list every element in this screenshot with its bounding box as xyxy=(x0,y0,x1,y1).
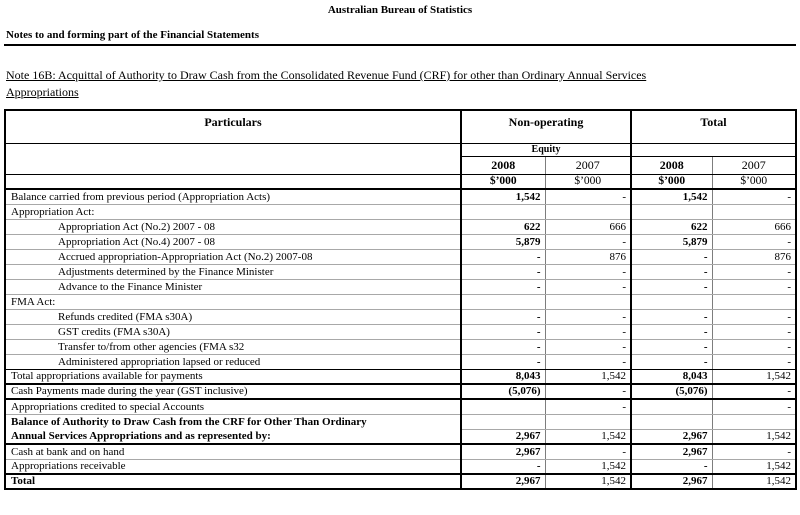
cell-2007-nonop: - xyxy=(545,189,631,204)
cell-2008-total: (5,076) xyxy=(631,384,712,399)
cell-2007-total: 1,542 xyxy=(712,429,796,444)
cell-2007-nonop xyxy=(545,204,631,219)
cell-2007-total: 666 xyxy=(712,219,796,234)
cell-2008-total: 2,967 xyxy=(631,444,712,459)
cell-2007-total: 1,542 xyxy=(712,369,796,384)
cell-2007-nonop: - xyxy=(545,234,631,249)
cell-2007-total: 1,542 xyxy=(712,459,796,474)
cell-2008-total: - xyxy=(631,279,712,294)
row-label: Cash Payments made during the year (GST inclusive) xyxy=(5,384,461,399)
row-label: Appropriations credited to special Accounts xyxy=(5,399,461,414)
cell-2008-total: 5,879 xyxy=(631,234,712,249)
table-row xyxy=(5,189,796,204)
row-label: Balance carried from previous period (Appropriation Acts) xyxy=(5,189,461,204)
cell-2007-nonop: 1,542 xyxy=(545,369,631,384)
cell-2007-nonop: - xyxy=(545,279,631,294)
cell-2008-nonop xyxy=(461,294,545,309)
table-row xyxy=(5,414,796,429)
row-label: GST credits (FMA s30A) xyxy=(5,324,461,339)
cell-2008-total: - xyxy=(631,249,712,264)
cell-2008-nonop: - xyxy=(461,354,545,369)
cell-2008-nonop: - xyxy=(461,324,545,339)
cell-2008-nonop: - xyxy=(461,339,545,354)
cell-2008-nonop: - xyxy=(461,309,545,324)
row-label: Annual Services Appropriations and as represented by: xyxy=(5,429,461,444)
row-label: FMA Act: xyxy=(5,294,461,309)
cell-2007-nonop: 876 xyxy=(545,249,631,264)
table-row xyxy=(5,249,796,264)
cell-2008-nonop xyxy=(461,414,545,429)
cell-2007-total xyxy=(712,414,796,429)
col-subheader-equity: Equity xyxy=(461,143,631,156)
cell-2008-nonop xyxy=(461,204,545,219)
table-row xyxy=(5,309,796,324)
cell-2007-nonop: 1,542 xyxy=(545,459,631,474)
col-header-units-2007-total: $’000 xyxy=(712,174,796,189)
col-header-total: Total xyxy=(631,110,796,143)
cell-2007-total xyxy=(712,294,796,309)
cell-2007-total: - xyxy=(712,384,796,399)
cell-2007-total: - xyxy=(712,264,796,279)
table-row xyxy=(5,369,796,384)
cell-2008-total: 622 xyxy=(631,219,712,234)
cell-2008-nonop: 2,967 xyxy=(461,474,545,489)
cell-2008-total: 1,542 xyxy=(631,189,712,204)
cell-2007-total: - xyxy=(712,399,796,414)
table-row xyxy=(5,399,796,414)
cell-2008-nonop: 5,879 xyxy=(461,234,545,249)
table-row xyxy=(5,264,796,279)
cell-2007-total: - xyxy=(712,189,796,204)
row-label: Administered appropriation lapsed or reduced xyxy=(5,354,461,369)
table-row xyxy=(5,204,796,219)
table-row xyxy=(5,294,796,309)
row-label: Accrued appropriation-Appropriation Act (No.2) 2007-08 xyxy=(5,249,461,264)
cell-2008-total: - xyxy=(631,354,712,369)
cell-2007-total: - xyxy=(712,309,796,324)
cell-2007-total: - xyxy=(712,234,796,249)
cell-2007-nonop: - xyxy=(545,264,631,279)
table-row xyxy=(5,474,796,489)
row-label: Total appropriations available for payments xyxy=(5,369,461,384)
row-label: Balance of Authority to Draw Cash from the CRF for Other Than Ordinary xyxy=(5,414,461,429)
table-header xyxy=(5,110,796,189)
cell-2008-total: - xyxy=(631,309,712,324)
table-row xyxy=(5,459,796,474)
cell-2008-total: - xyxy=(631,339,712,354)
cell-2007-total: 876 xyxy=(712,249,796,264)
cell-2008-nonop: - xyxy=(461,264,545,279)
acquittal-table xyxy=(4,109,797,490)
note-title xyxy=(4,67,796,101)
col-header-units-2008-nonop: $’000 xyxy=(461,174,545,189)
cell-2008-nonop: 622 xyxy=(461,219,545,234)
cell-2007-total: - xyxy=(712,324,796,339)
cell-2007-nonop: 1,542 xyxy=(545,429,631,444)
cell-2008-total xyxy=(631,294,712,309)
cell-2007-nonop xyxy=(545,414,631,429)
cell-2007-total: - xyxy=(712,279,796,294)
cell-2007-nonop: - xyxy=(545,444,631,459)
row-label: Advance to the Finance Minister xyxy=(5,279,461,294)
col-header-year-2008-total: 2008 xyxy=(631,156,712,174)
cell-2007-nonop: - xyxy=(545,324,631,339)
header-row-units xyxy=(5,174,796,189)
cell-2008-total: - xyxy=(631,324,712,339)
row-label: Transfer to/from other agencies (FMA s32 xyxy=(5,339,461,354)
cell-2007-nonop: - xyxy=(545,354,631,369)
row-label: Appropriation Act: xyxy=(5,204,461,219)
col-header-particulars: Particulars xyxy=(5,110,461,143)
table-body xyxy=(5,189,796,489)
cell-2007-total: - xyxy=(712,339,796,354)
table-row xyxy=(5,384,796,399)
table-row xyxy=(5,444,796,459)
note-title-line2: Appropriations xyxy=(6,85,79,99)
row-label: Total xyxy=(5,474,461,489)
table-row xyxy=(5,324,796,339)
row-label: Appropriation Act (No.4) 2007 - 08 xyxy=(5,234,461,249)
table-row xyxy=(5,279,796,294)
cell-2007-total: 1,542 xyxy=(766,475,792,487)
cell-2008-total: 2,967 xyxy=(631,429,712,444)
cell-2008-total: 2,967 xyxy=(631,474,712,489)
col-header-non-operating: Non-operating xyxy=(461,110,631,143)
header-row-equity xyxy=(5,143,796,156)
table-row xyxy=(5,339,796,354)
org-title: Australian Bureau of Statistics xyxy=(327,4,473,16)
table-row xyxy=(5,354,796,369)
cell-2007-nonop: 666 xyxy=(545,219,631,234)
header-spacer-cell xyxy=(5,143,461,174)
table-row xyxy=(5,429,796,444)
row-label: Appropriations receivable xyxy=(5,459,461,474)
cell-2007-nonop xyxy=(545,294,631,309)
cell-2007-nonop: 1,542 xyxy=(545,474,631,489)
cell-2007-nonop: - xyxy=(545,309,631,324)
cell-2007-total: - xyxy=(712,444,796,459)
cell-2008-nonop: - xyxy=(461,279,545,294)
row-label: Adjustments determined by the Finance Minister xyxy=(5,264,461,279)
row-label: Cash at bank and on hand xyxy=(5,444,461,459)
cell-2008-total xyxy=(631,204,712,219)
col-header-year-2008-nonop: 2008 xyxy=(461,156,545,174)
cell-2008-nonop xyxy=(461,399,545,414)
cell-2008-total: - xyxy=(631,264,712,279)
col-header-units-2008-total: $’000 xyxy=(631,174,712,189)
cell-2008-total: - xyxy=(631,459,712,474)
col-header-units-2007-nonop: $’000 xyxy=(545,174,631,189)
cell-2008-nonop: 2,967 xyxy=(461,444,545,459)
header-row-groups xyxy=(5,110,796,143)
cell-2008-total xyxy=(631,414,712,429)
cell-2007-nonop: - xyxy=(545,399,631,414)
header-blank-cell xyxy=(631,143,796,156)
row-label: Appropriation Act (No.2) 2007 - 08 xyxy=(5,219,461,234)
cell-2008-nonop: - xyxy=(461,249,545,264)
cell-2007-total xyxy=(712,204,796,219)
cell-2008-total xyxy=(631,399,712,414)
header-spacer-cell xyxy=(5,174,461,189)
cell-2007-nonop: - xyxy=(545,384,631,399)
table-row xyxy=(5,219,796,234)
cell-2008-total: 8,043 xyxy=(631,369,712,384)
note-title-line1: Note 16B: Acquittal of Authority to Draw Cash from the Consolidated Revenue Fund (CRF) for other than Ordinary Annual Services xyxy=(6,68,647,82)
cell-2008-nonop: (5,076) xyxy=(461,384,545,399)
cell-2007-total: - xyxy=(712,354,796,369)
cell-2007-nonop: - xyxy=(545,339,631,354)
col-header-year-2007-nonop: 2007 xyxy=(545,156,631,174)
cell-2008-nonop: - xyxy=(461,459,545,474)
cell-2008-nonop: 8,043 xyxy=(461,369,545,384)
cell-2008-nonop: 1,542 xyxy=(461,189,545,204)
doc-header: Notes to and forming part of the Financial Statements xyxy=(4,29,796,46)
table-row xyxy=(5,234,796,249)
col-header-year-2007-total: 2007 xyxy=(712,156,796,174)
cell-2008-nonop: 2,967 xyxy=(461,429,545,444)
row-label: Refunds credited (FMA s30A) xyxy=(5,309,461,324)
